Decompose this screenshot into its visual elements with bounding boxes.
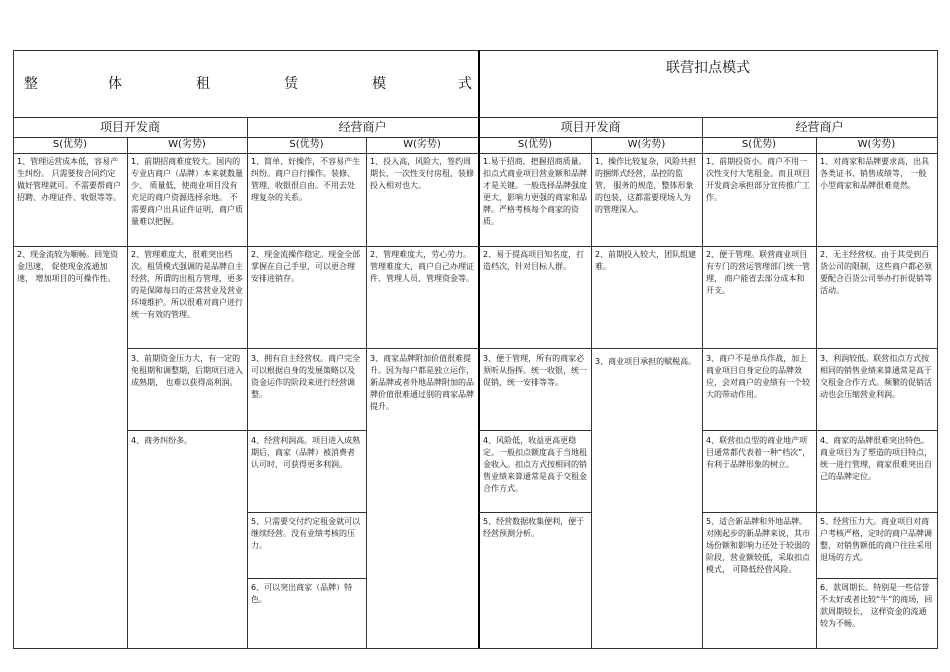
sub-header-strength: S(优势) [52, 139, 88, 150]
left-title-char: 模 [372, 76, 386, 92]
right-group-merchant: 经营商户 [795, 120, 844, 134]
table-cell: 2、管理难度大，很难突出档次。租赁模式强调的是品牌自主经营，所谓的出租方管理，更多的是保障每日的正常营业及营业环境维护。所以很难对商户进行统一有效的管理。 [131, 250, 243, 319]
table-cell: 3、商业项目承担的赋税高。 [595, 357, 697, 366]
table-cell: 3、商户不是单兵作战，加上商业项目自身定位的品牌效应，会对商户的业绩有一个较大的带动作用。 [706, 354, 810, 399]
table-cell: 4、商务纠纷多。 [131, 436, 193, 445]
table-cell: 1、对商家和品牌要求高，出具各类证书、销售成绩等， 一般小型商家和品牌很难竟然。 [820, 157, 930, 190]
sub-header-strength: S(优势) [289, 139, 324, 150]
table-cell: 3、便于管理，所有的商家必须听从指挥。统一收银，统一促销，统一安排等等。 [483, 354, 587, 387]
sub-header-weakness: W(劣势) [857, 139, 896, 150]
sub-header-strength: S(优势) [741, 139, 777, 150]
table-cell: 3、前期资金压力大，有一定的免租期和调整期，后期项目进入成熟期， 也难以获得高利润。 [131, 354, 243, 387]
table-cell: 3、利润较低。联营扣点方式按相同的销售业绩来算通常是高于交租金合作方式。频繁的促销活动也会压缩营业利润。 [820, 354, 932, 399]
left-title-char: 整 [24, 76, 38, 92]
sub-header-weakness: W(劣势) [627, 139, 666, 150]
table-cell: 2、便于管理。联营商业项目有专门的营运管理部门统一管理， 商户能省去部分成本和开支。 [706, 250, 810, 295]
table-cell: 2、现金流较为顺畅。回笼资金迅速， 促使现金流通加速， 增加项目的可操作性。 [17, 250, 119, 283]
table-cell: 2、前期投入较大，团队组建难。 [595, 250, 697, 271]
sub-header-strength: S(优势) [517, 139, 553, 150]
table-cell: 1、前期投资小。商户不用一次性支付大笔租金。而且项目开发商会承担部分宣传推广工作。 [706, 157, 810, 202]
table-cell: 4、联营扣点型的商业地产项目通常都代表着一种“档次”，有利于品牌形象的树立。 [706, 436, 811, 469]
right-group-developer: 项目开发商 [560, 120, 621, 134]
right-title: 联营扣点模式 [666, 60, 750, 76]
table-cell: 1、管理运营成本低，容易产生纠纷。 只需要按合同约定做好管理就可。不需要帮商户招聘、办理证件、收银等等。 [17, 157, 121, 202]
table-cell: 2、无主经营权。由于其受到百货公司的限制，这些商户都必须要配合百货公司举办打折促销等活动。 [820, 250, 932, 295]
table-cell: 5、适合新品牌和外地品牌。对刚起步的新品牌来说，其市场份额和影响力还处于较弱的阶段，营业额较低，采取扣点模式， 可降低经营风险。 [706, 517, 810, 574]
left-title-char: 赁 [284, 76, 298, 92]
table-cell: 2、易于提高项目知名度，打造档次，针对目标人群。 [483, 250, 585, 271]
table-cell: 1.易于招商，把握招商质量。扣点式商业项目营业额和品牌才是关键。一般选择品牌强度更大，影响力更强的商家和品牌。严格考核每个商家的资质。 [483, 157, 587, 226]
table-cell: 5、经营压力大。商业项目对商户考核严格，定时的商户品牌调整，对销售额低的商户往往采用退场的方式。 [820, 517, 932, 562]
table-cell: 3、商家品牌附加价值很难提升。因为每户都是独立运作，新品牌或者外地品牌附加的品牌价值很难通过别的商家品牌提升。 [370, 354, 474, 411]
left-group-merchant: 经营商户 [338, 120, 387, 134]
table-cell: 5、经营数据收集便利，便于经营预测分析。 [483, 517, 585, 538]
table-cell: 5、只需要交付约定租金就可以继续经营。没有业绩考核的压力。 [251, 517, 361, 550]
left-title-char: 租 [196, 76, 210, 92]
table-cell: 4、风险低，收益更高更稳定。一般扣点额度高于当地租金收入。扣点方式按相同的销售业绩来算通常是高于交租金合作方式。 [483, 436, 587, 493]
table-cell: 2、现金流操作稳定。现金全部掌握在自己手里，可以更合理安排进销存。 [251, 250, 361, 283]
table-cell: 4、经营利润高。项目进入成熟期后，商家（品牌）被消费者认可时，可获得更多利润。 [251, 436, 361, 469]
table-cell: 3、拥有自主经营权。商户完全可以根据自身的发展策略以及资金运作的阶段来进行经营调整。 [251, 354, 361, 399]
sub-header-weakness: W(劣势) [403, 139, 441, 150]
left-group-developer: 项目开发商 [99, 120, 160, 134]
left-title-char: 体 [108, 76, 122, 92]
table-cell: 2、管理难度大，劳心劳力。管理难度大，商户自己办理证件、管理人员、管理资金等。 [370, 250, 474, 283]
table-cell: 1、简单、好操作，不容易产生纠纷。商户自行操作。装修、管理、收银很自由。不用去处理复杂的关系。 [251, 157, 361, 202]
sub-header-weakness: W(劣势) [168, 139, 206, 150]
table-cell: 1、投入高，风险大，签约周期长，一次性支付房租，装修投入相对也大。 [370, 157, 474, 190]
table-cell: 1、前期招商难度较大。国内的专业店商户（品牌）本来就数量少、 质量低，使商业项目没有充足的商户资源选择余地。 不需要商户出具证件证明，商户质量难以把握。 [131, 157, 243, 226]
table-cell: 4、商家的品牌很难突出特色。商业项目为了塑造的项目特点，统一进行管理，商家很难突出自己的品牌定位。 [820, 436, 932, 481]
table-cell: 6、款周期长。特别是一些信誉不太好或者比较“牛”的商场，回款周期较长， 这样资金的流通较为不畅。 [820, 583, 933, 628]
table-cell: 6、可以突出商家（品牌）特色。 [251, 583, 353, 604]
table-cell: 1、操作比较复杂，风险共担的捆绑式经营，品控的监管， 服务的规范，整体形象的包装，这都需要现场人为的管理深入。 [595, 157, 697, 214]
left-title-char: 式 [458, 76, 472, 92]
